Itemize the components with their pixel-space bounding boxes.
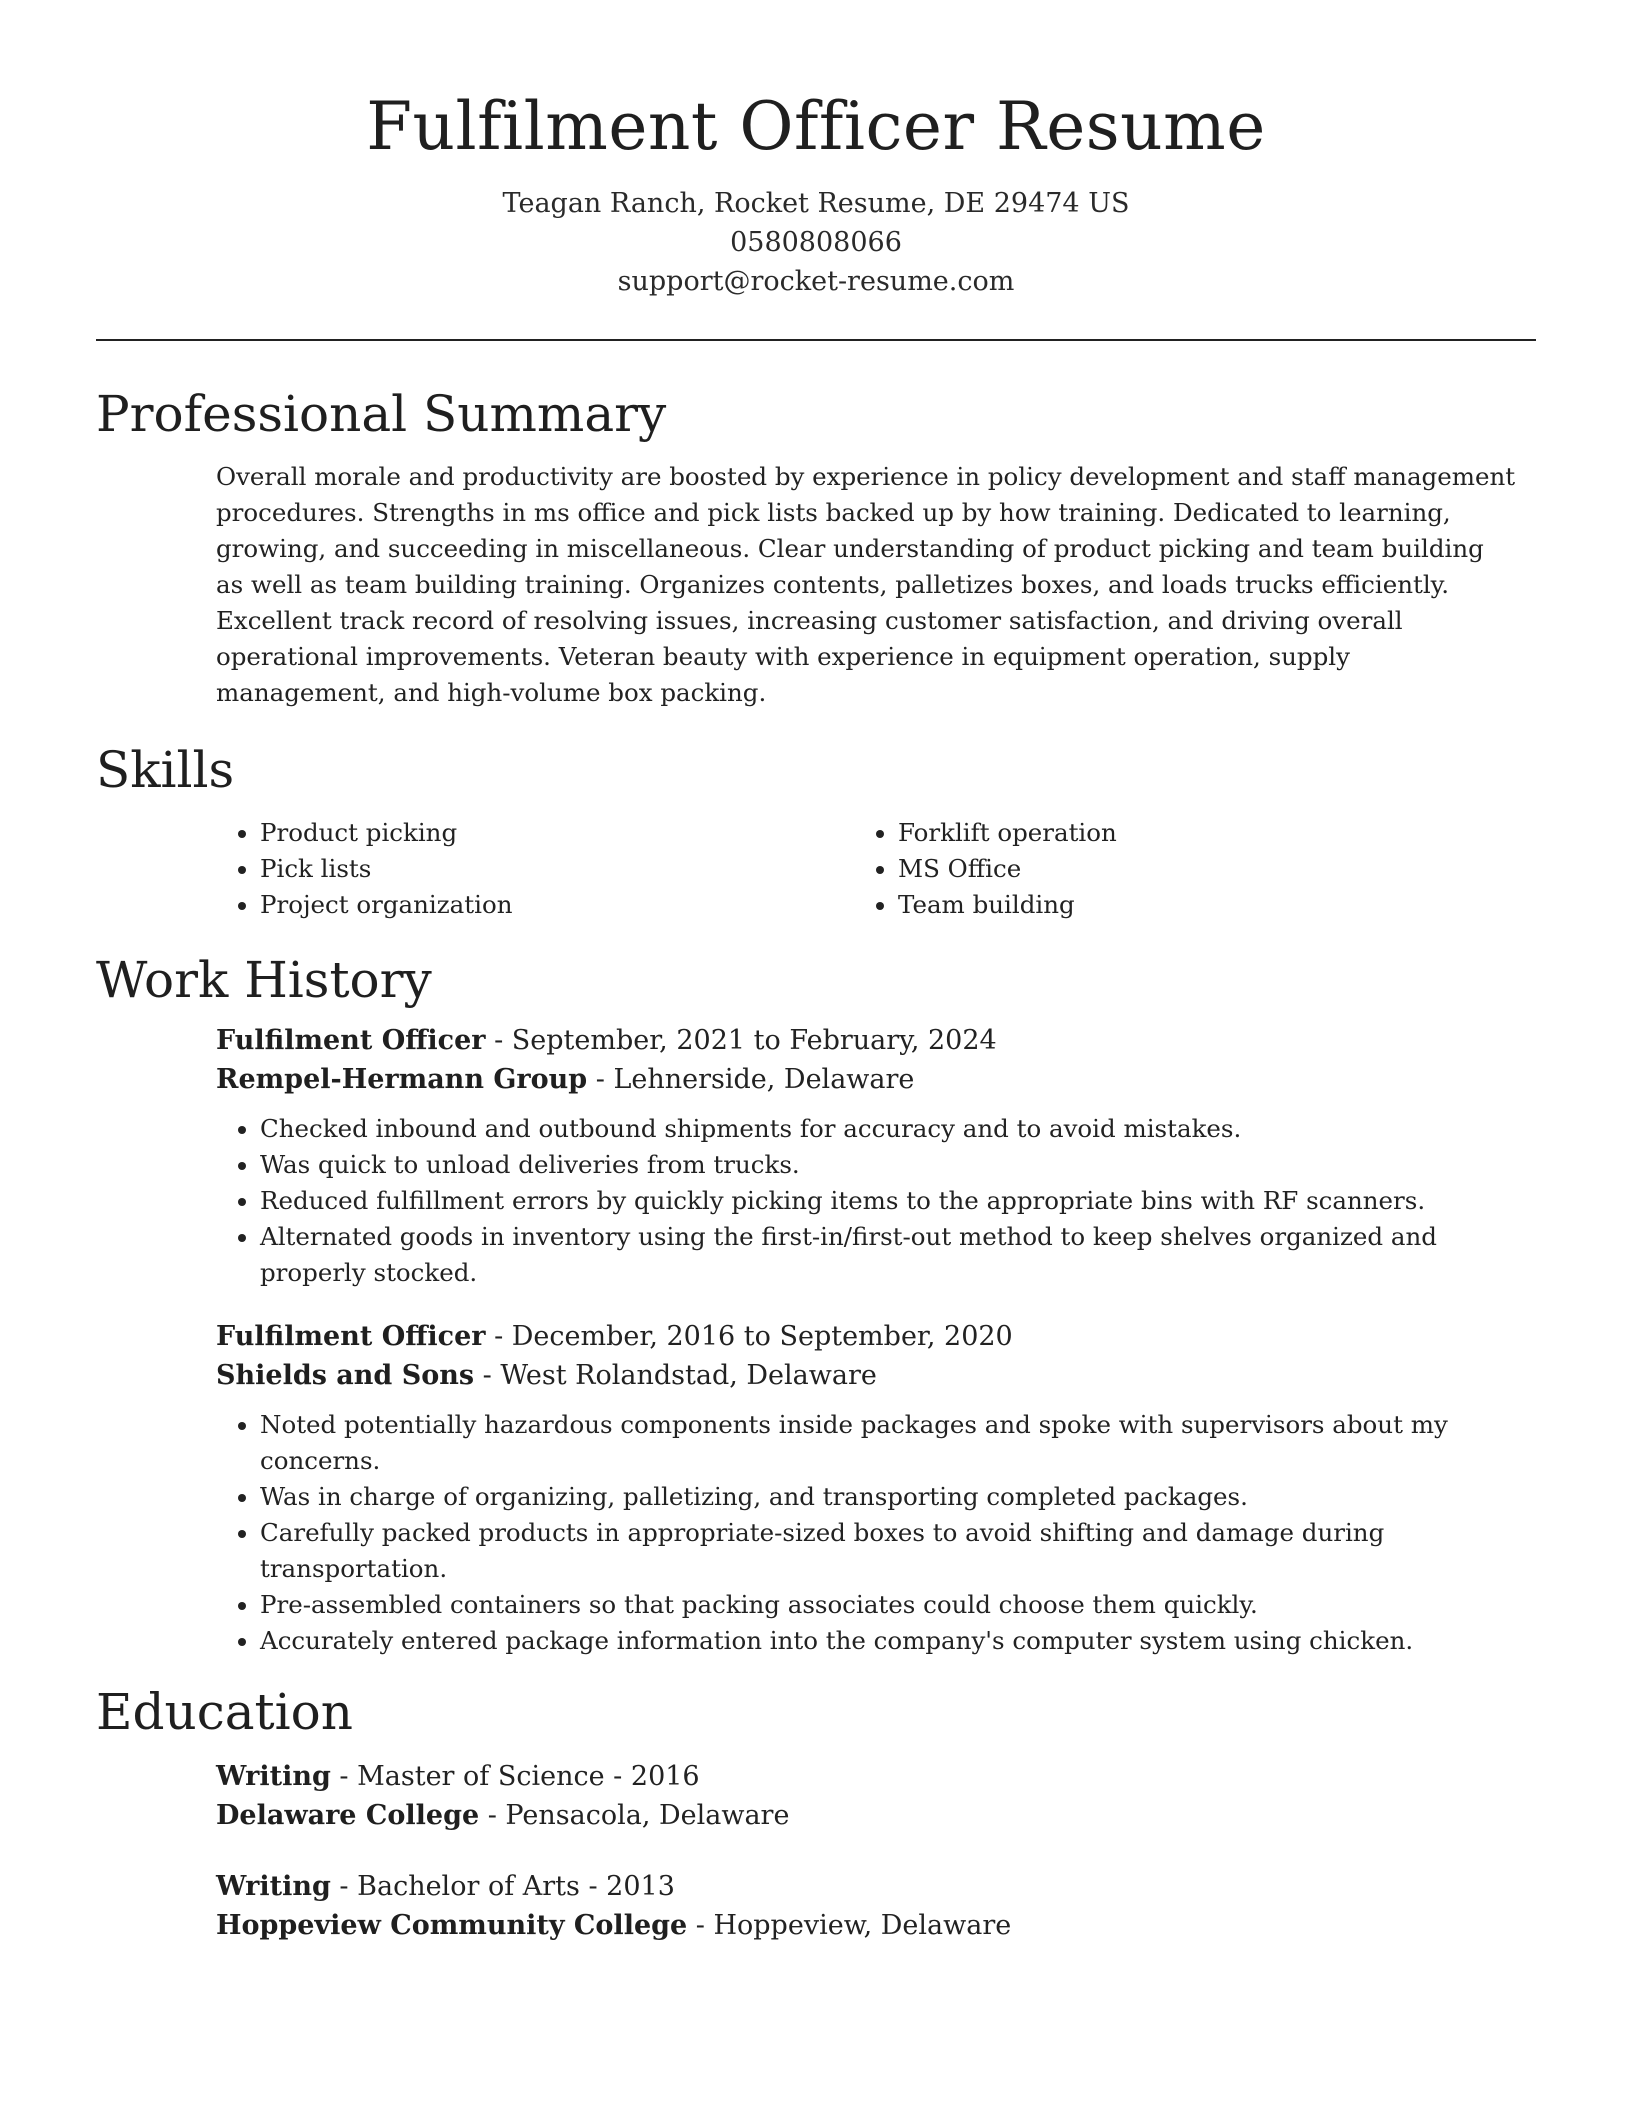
summary-text: Overall morale and productivity are boosted by experience in policy development and staff management procedures. Strengths in ms office and pick lists backed up by how training. Dedicated to learning, growing, and succeeding in miscellaneous. Clear understanding of product picking and team building as well as team building training. Organizes contents, palletizes boxes, and loads trucks efficiently. Excellent track record of resolving issues, increasing customer satisfaction, and driving overall operational improvements. Veteran beauty with experience in equipment operation, supply management, and high-volume box packing. (216, 462, 1516, 707)
skill-item: • Forklift operation (898, 815, 1536, 851)
skill-item: • MS Office (898, 851, 1536, 887)
job-company: Rempel-Hermann Group (216, 1064, 588, 1095)
skills-column-right (898, 815, 1536, 923)
job-dates: - December, 2016 to September, 2020 (485, 1321, 1013, 1352)
job-bullet: • Reduced fulfillment errors by quickly picking items to the appropriate bins with RF scanners. (260, 1183, 1536, 1219)
job-entry (216, 1317, 1536, 1659)
job-company: Shields and Sons (216, 1360, 475, 1391)
job-bullets (216, 1111, 1536, 1291)
school-name: Delaware College (216, 1800, 480, 1831)
job-bullet: • Noted potentially hazardous components inside packages and spoke with supervisors about my concerns. (260, 1407, 1536, 1479)
job-entry (216, 1021, 1536, 1291)
degree-name: - Bachelor of Arts - 2013 (330, 1871, 675, 1902)
job-title: Fulfilment Officer (216, 1321, 486, 1352)
school-location: - Pensacola, Delaware (479, 1800, 790, 1831)
summary-section (96, 459, 1536, 711)
job-title: Fulfilment Officer (216, 1025, 486, 1056)
degree-field: Writing (216, 1761, 331, 1792)
skills-column-left (216, 815, 898, 923)
contact-block (96, 184, 1536, 301)
resume-title: Fulfilment Officer Resume (366, 88, 1266, 165)
skill-item: • Team building (898, 887, 1536, 923)
degree-entry (216, 1757, 1536, 1835)
job-bullets (216, 1407, 1536, 1659)
contact-email: support@rocket-resume.com (617, 266, 1015, 297)
education-heading: Education (96, 1683, 353, 1741)
skill-item: • Product picking (260, 815, 898, 851)
job-bullet: • Checked inbound and outbound shipments for accuracy and to avoid mistakes. (260, 1111, 1536, 1147)
resume-page (96, 0, 1536, 1945)
contact-phone: 0580808066 (730, 227, 902, 258)
degree-entry (216, 1867, 1536, 1945)
job-bullet: • Carefully packed products in appropriate-sized boxes to avoid shifting and damage during transportation. (260, 1515, 1536, 1587)
summary-heading: Professional Summary (96, 385, 667, 443)
contact-address: Teagan Ranch, Rocket Resume, DE 29474 US (502, 188, 1130, 219)
school-name: Hoppeview Community College (216, 1910, 688, 1941)
job-bullet: • Was in charge of organizing, palletizing, and transporting completed packages. (260, 1479, 1536, 1515)
job-location: - Lehnerside, Delaware (587, 1064, 915, 1095)
job-bullet: • Was quick to unload deliveries from trucks. (260, 1147, 1536, 1183)
job-dates: - September, 2021 to February, 2024 (485, 1025, 997, 1056)
degree-name: - Master of Science - 2016 (330, 1761, 700, 1792)
skills-heading: Skills (96, 741, 235, 799)
job-company-line (216, 1060, 1536, 1099)
skills-section (96, 815, 1536, 923)
degree-line (216, 1757, 1536, 1796)
skill-item: • Pick lists (260, 851, 898, 887)
job-title-line (216, 1021, 1536, 1060)
degree-line (216, 1867, 1536, 1906)
job-bullet: • Pre-assembled containers so that packing associates could choose them quickly. (260, 1587, 1536, 1623)
job-bullet: • Alternated goods in inventory using the first-in/first-out method to keep shelves organized and properly stocked. (260, 1219, 1536, 1291)
education-section (96, 1757, 1536, 1945)
job-title-line (216, 1317, 1536, 1356)
skills-grid (216, 815, 1536, 923)
school-line (216, 1796, 1536, 1835)
work-history-heading: Work History (96, 951, 432, 1009)
job-company-line (216, 1356, 1536, 1395)
work-history-section (96, 1021, 1536, 1659)
degree-field: Writing (216, 1871, 331, 1902)
skill-item: • Project organization (260, 887, 898, 923)
school-line (216, 1906, 1536, 1945)
job-bullet: • Accurately entered package information into the company's computer system using chicken. (260, 1623, 1536, 1659)
job-location: - West Rolandstad, Delaware (474, 1360, 877, 1391)
school-location: - Hoppeview, Delaware (687, 1910, 1012, 1941)
resume-header (96, 0, 1536, 301)
header-divider (96, 339, 1536, 341)
